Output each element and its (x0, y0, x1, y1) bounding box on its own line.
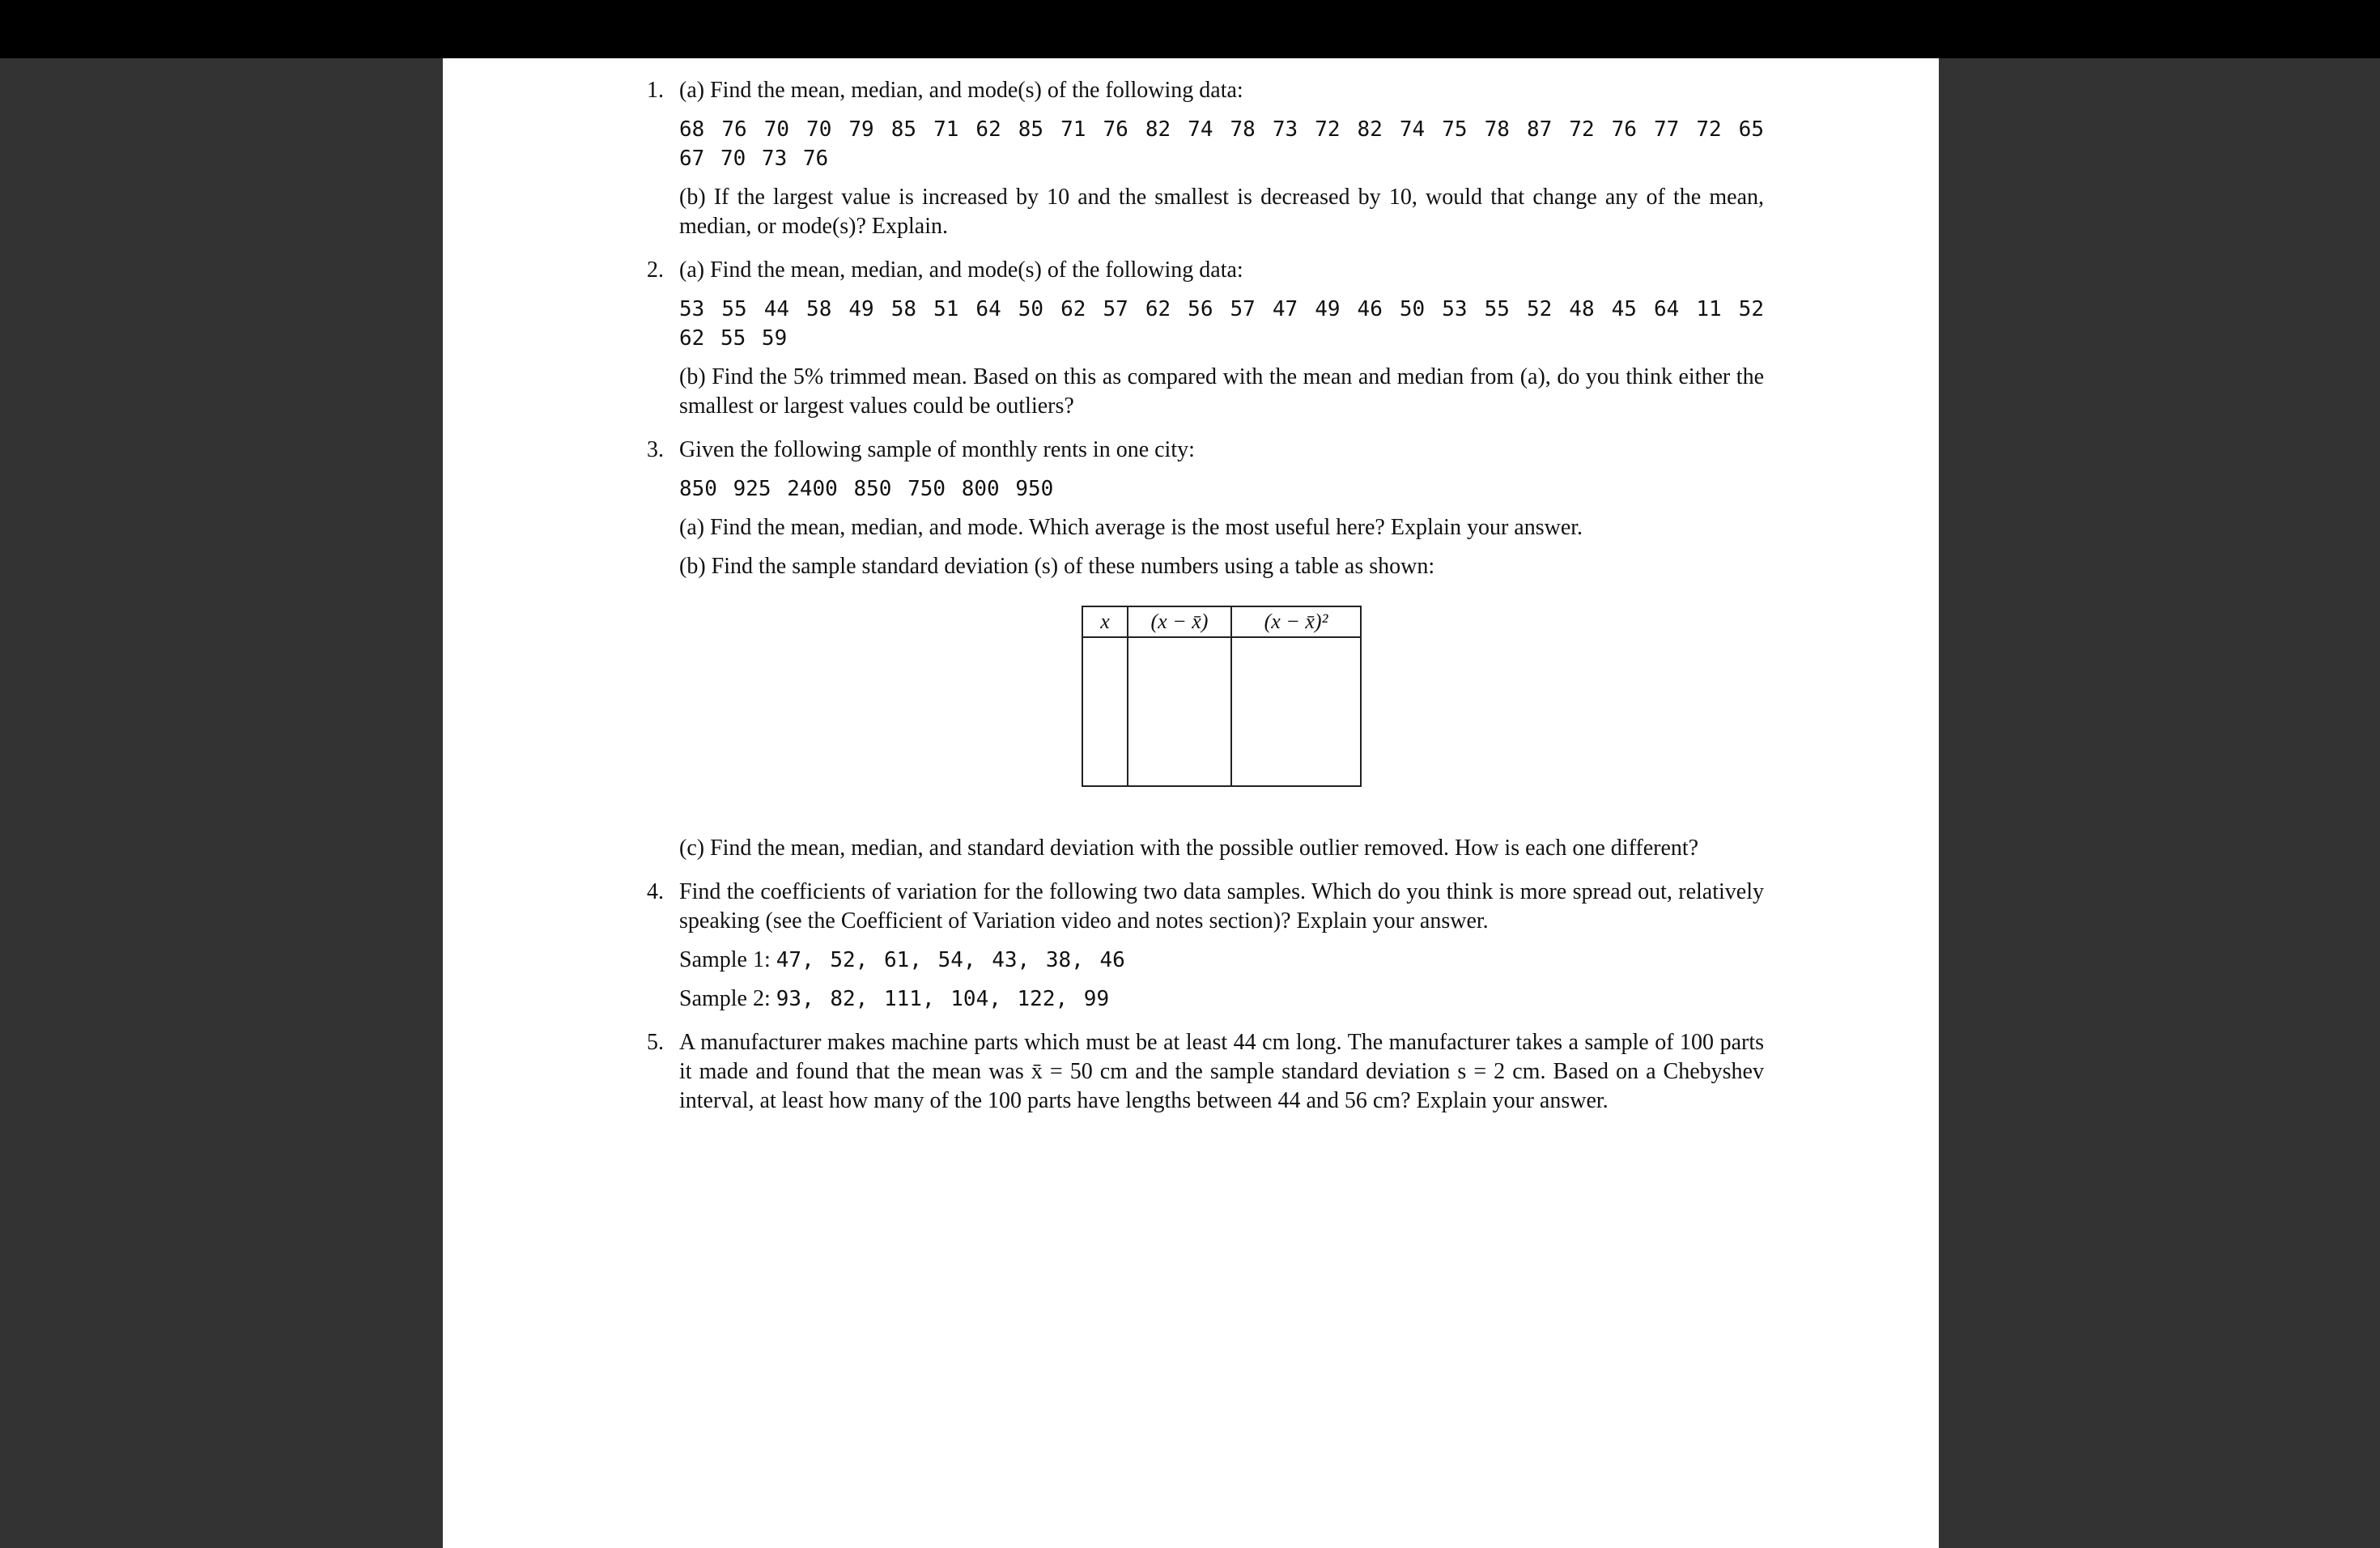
sample-2-values: 93, 82, 111, 104, 122, 99 (776, 987, 1110, 1011)
problem-5-text: A manufacturer makes machine parts which must be at least 44 cm long. The manufacturer takes a sample of 100 parts it made and found that the mean was x̄ = 50 cm and the sample standard deviation s = 2 cm. Based on a Chebyshev interval, at least how many of the 100 parts have lengths between 44 and 56 cm? Explain your answer. (679, 1030, 1764, 1113)
table-cell (1128, 637, 1231, 786)
problem-2 (647, 256, 1764, 421)
deviation-table (1082, 606, 1362, 787)
problem-5 (647, 1028, 1764, 1116)
problem-list (647, 76, 1764, 1130)
problem-4-text: Find the coefficients of variation for the following two data samples. Which do you think is more spread out, relatively speaking (see the Coefficient of Variation video and notes section)? Explain your answer. (679, 879, 1764, 933)
table-header-squared-deviation: (x − x̄)² (1231, 606, 1361, 637)
problem-3-part-c: (c) Find the mean, median, and standard deviation with the possible outlier removed. How is each one different? (679, 836, 1699, 861)
table-header-deviation: (x − x̄) (1128, 606, 1231, 637)
viewer-top-bar (0, 0, 2380, 58)
problem-3-data: 850 925 2400 850 750 800 950 (679, 477, 1054, 501)
problem-3-intro: Given the following sample of monthly rents in one city: (679, 437, 1195, 462)
problem-2-part-b: (b) Find the 5% trimmed mean. Based on this as compared with the mean and median from (a), do you think either the smallest or largest values could be outliers? (679, 364, 1764, 419)
sample-1-label: Sample 1: (679, 947, 771, 972)
problem-number: 5. (647, 1030, 664, 1055)
sample-1 (679, 946, 1764, 975)
problem-1-part-a: (a) Find the mean, median, and mode(s) of the following data: (679, 78, 1243, 103)
table-cell (1231, 637, 1361, 786)
problem-1 (647, 76, 1764, 241)
problem-2-part-a: (a) Find the mean, median, and mode(s) of the following data: (679, 257, 1243, 283)
problem-3-part-a: (a) Find the mean, median, and mode. Which average is the most useful here? Explain your answer. (679, 515, 1583, 540)
table-header-x: x (1082, 606, 1128, 637)
sample-2 (679, 985, 1764, 1014)
problem-number: 4. (647, 879, 664, 904)
problem-number: 1. (647, 78, 664, 103)
problem-1-part-b: (b) If the largest value is increased by 10 and the smallest is decreased by 10, would that change any of the mean, median, or mode(s)? Explain. (679, 185, 1764, 239)
deviation-table-wrap (679, 606, 1764, 787)
problem-3-part-b: (b) Find the sample standard deviation (s) of these numbers using a table as shown: (679, 554, 1435, 579)
problem-1-data: 68 76 70 70 79 85 71 62 85 71 76 82 74 78 73 72 82 74 75 78 87 72 76 77 72 65 67 70 73 76 (679, 117, 1764, 171)
problem-2-data: 53 55 44 58 49 58 51 64 50 62 57 62 56 57 47 49 46 50 53 55 52 48 45 64 11 52 62 55 59 (679, 297, 1764, 351)
document-page (443, 58, 1939, 1548)
problem-number: 3. (647, 437, 664, 462)
problem-4 (647, 878, 1764, 1014)
problem-3 (647, 436, 1764, 863)
sample-1-values: 47, 52, 61, 54, 43, 38, 46 (776, 948, 1125, 972)
sample-2-label: Sample 2: (679, 986, 771, 1011)
table-cell (1082, 637, 1128, 786)
problem-number: 2. (647, 257, 664, 283)
